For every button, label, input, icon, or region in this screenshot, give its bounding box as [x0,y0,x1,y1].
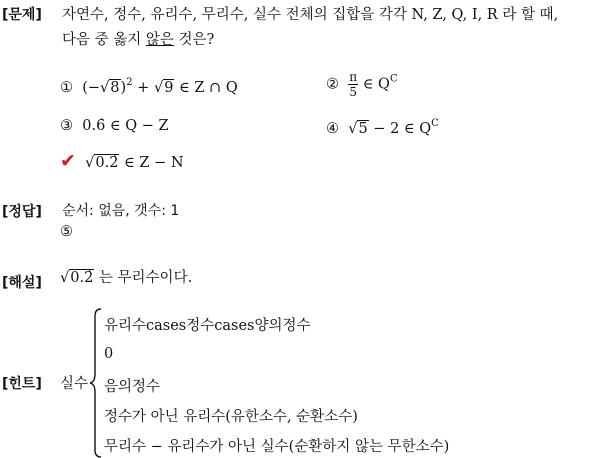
denominator: 5 [349,85,357,99]
repeating-digit: 6̇ [96,118,106,134]
radicand: 8 [110,80,120,96]
problem-line-2-pre: 다음 중 옳지 [62,32,146,48]
option-5 [60,150,184,172]
numerator: π [349,70,358,84]
fraction [348,70,358,99]
problem-line-2-post: 것은? [173,32,215,48]
problem-line-1: 자연수, 정수, 유리수, 무리수, 실수 전체의 집합을 각각 N, Z, Q, I, R 라 할 때, [62,7,559,23]
radical-sign: √ [85,155,95,171]
option-text: ∈ Q − Z [105,118,169,134]
option-number: ④ [326,121,339,137]
option-1 [60,77,238,96]
option-text: ∈ Z − N [119,155,184,171]
problem-tag: [문제] [2,7,42,23]
option-text: ) [120,80,127,96]
hint-item-3: 음의정수 [104,379,161,395]
answer-line-1: 순서: 없음, 갯수: 1 [62,203,180,219]
radical-sign: √ [60,270,70,286]
superscript: C [431,118,439,129]
answer-choice: ⑤ [60,224,73,240]
radicand: 0.2̇ [95,155,119,171]
superscript: C [389,73,398,85]
hint-item-1: 유리수cases정수cases양의정수 [104,318,311,334]
radicand: 0.2̇ [70,270,94,286]
left-brace-icon [89,308,103,458]
option-text: + [132,80,154,96]
option-number: ③ [60,118,73,134]
option-number: ② [326,76,339,93]
problem-underlined-word: 않은 [145,32,174,48]
option-number: ① [60,80,73,96]
option-3 [60,118,169,134]
option-text: ∈ Z ∩ Q [174,80,238,96]
radical-sign: √ [100,80,110,96]
radicand: 9 [164,80,174,96]
option-text: 0. [82,118,97,134]
problem-line-2 [62,28,214,49]
hint-item-5: 무리수 − 유리수가 아닌 실수(순환하지 않는 무한소수) [104,439,450,455]
option-text: − 2 ∈ Q [368,121,432,137]
hint-label: 실수 [60,376,89,392]
explanation-text [60,266,192,287]
radicand: 5 [358,121,368,137]
explanation-tag: [해설] [2,275,42,291]
option-4 [326,118,439,137]
explanation-sentence: 는 무리수이다. [94,270,193,286]
option-text: ∈ Q [358,76,390,93]
radical-sign: √ [153,80,164,96]
option-text: (− [82,80,101,96]
exponent: 2 [126,77,133,88]
hint-item-4: 정수가 아닌 유리수(유한소수, 순환소수) [104,409,358,425]
hint-item-2: 0 [104,346,114,362]
radical-sign: √ [348,121,358,137]
hint-tag: [힌트] [2,376,42,392]
checkmark-icon: ✔ [60,150,76,172]
answer-tag: [정답] [2,204,42,220]
option-2 [326,70,398,99]
